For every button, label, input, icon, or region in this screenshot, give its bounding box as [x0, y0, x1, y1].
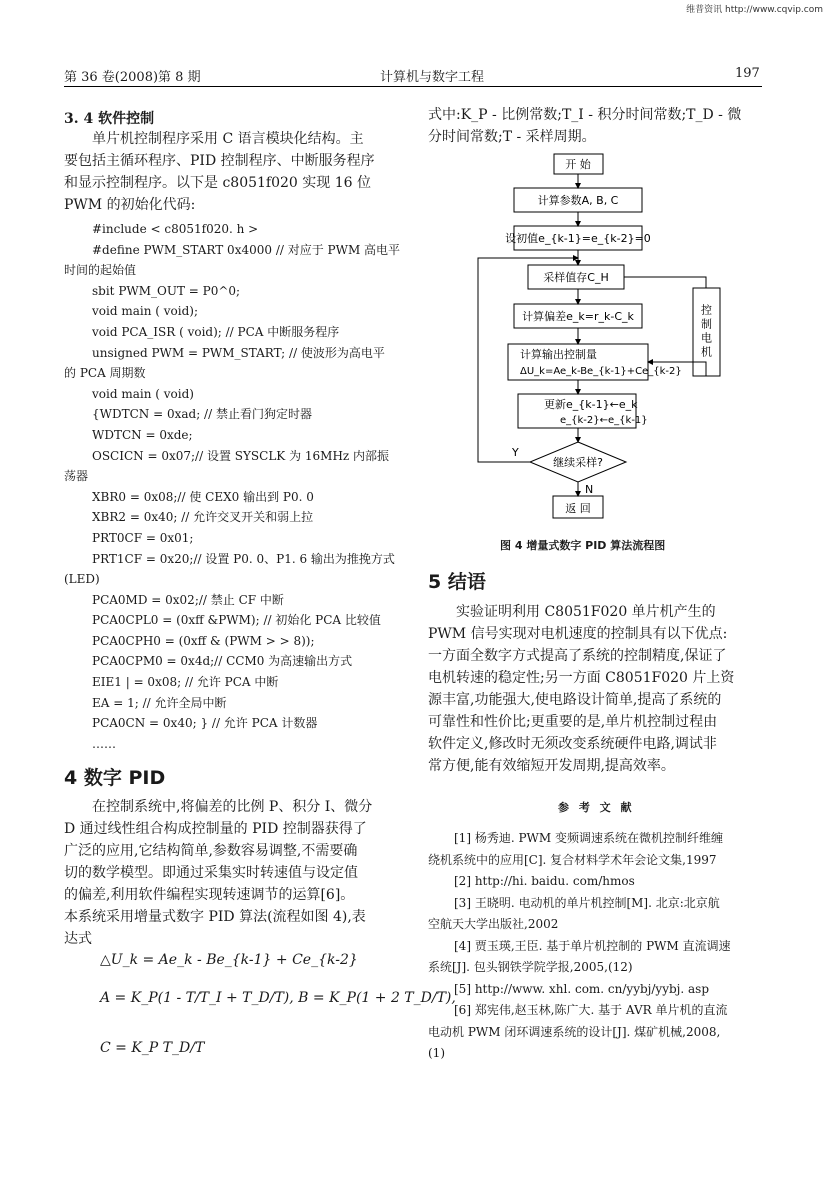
text-line: 的偏差,利用软件编程实现转速调节的运算[6]。 [64, 887, 355, 903]
code-line: sbit PWM_OUT = P0^0; [92, 283, 241, 298]
text-line: 分时间常数;T - 采样周期。 [428, 129, 596, 145]
code-line: void PCA_ISR ( void); // PCA 中断服务程序 [92, 324, 340, 339]
code-line: OSCICN = 0x07;// 设置 SYSCLK 为 16MHz 内部振 [92, 448, 390, 463]
text-line: 广泛的应用,它结构简单,参数容易调整,不需要确 [64, 843, 358, 859]
code-line: void main ( void) [92, 386, 194, 401]
reference-line: [3] 王晓明. 电动机的单片机控制[M]. 北京:北京航 [454, 895, 720, 910]
flow-set-init-label: 设初值e_{k-1}=e_{k-2}=0 [505, 232, 651, 245]
section-4-heading: 4 数字 PID [64, 767, 166, 789]
code-line: EA = 1; // 允许全局中断 [92, 695, 227, 710]
text-line: 达式 [64, 931, 92, 947]
code-line: PRT1CF = 0x20;// 设置 P0. 0、P1. 6 输出为推挽方式 [92, 551, 395, 566]
code-line: #include < c8051f020. h > [92, 222, 259, 236]
text-line: 在控制系统中,将偏差的比例 P、积分 I、微分 [92, 799, 373, 815]
references-heading: 参 考 文 献 [558, 801, 635, 814]
journal-issue: 第 36 卷(2008)第 8 期 [64, 70, 201, 85]
reference-line: (1) [428, 1046, 445, 1060]
code-line: #define PWM_START 0x4000 // 对应于 PWM 高电平 [92, 242, 401, 257]
code-line: PCA0CPH0 = (0xff & (PWM > > 8)); [92, 633, 315, 648]
text-line: 电机转速的稳定性;另一方面 C8051F020 片上资 [428, 670, 735, 686]
equation-text: C = K_P T_D/T [100, 1040, 205, 1056]
code-line: PCA0MD = 0x02;// 禁止 CF 中断 [92, 592, 284, 607]
figure-4-caption: 图 4 增量式数字 PID 算法流程图 [500, 539, 666, 552]
flow-deviation-label: 计算偏差e_k=r_k-C_k [522, 310, 634, 323]
section-5-paragraph [428, 601, 763, 777]
section-3-4-paragraph [64, 128, 404, 216]
text-line: 可靠性和性价比;更重要的是,单片机控制过程由 [428, 714, 718, 730]
text-line: 和显示控制程序。以下是 c8051f020 实现 16 位 [64, 175, 371, 191]
flow-motor-label: 控制电机 [699, 304, 713, 360]
text-line: 实验证明利用 C8051F020 单片机产生的 [456, 604, 716, 620]
code-line: 时间的起始值 [64, 263, 137, 278]
text-line: 源丰富,功能强大,使电路设计简单,提高了系统的 [428, 692, 722, 708]
flow-update-line1: 更新e_{k-1}←e_k [544, 398, 638, 411]
text-line: 常方便,能有效缩短开发周期,提高效率。 [428, 758, 675, 774]
text-line: 单片机控制程序采用 C 语言模块化结构。主 [92, 131, 364, 147]
journal-title: 计算机与数字工程 [380, 70, 485, 85]
code-line: PCA0CPL0 = (0xff &PWM); // 初始化 PCA 比较值 [92, 613, 381, 628]
equation-c [100, 1040, 204, 1056]
text-line: 切的数学模型。即通过采集实时转速值与设定值 [64, 865, 358, 881]
reference-line: 绕机系统中的应用[C]. 复合材料学术年会论文集,1997 [428, 852, 717, 867]
reference-line: 系统[J]. 包头钢铁学院学报,2005,(12) [428, 960, 633, 974]
code-line: …… [92, 736, 116, 751]
text-line: 软件定义,修改时无须改变系统硬件电路,调试非 [428, 736, 717, 752]
reference-line: [4] 贾玉瑛,王臣. 基于单片机控制的 PWM 直流调速 [454, 938, 731, 953]
code-line: WDTCN = 0xde; [92, 427, 193, 442]
code-line: unsigned PWM = PWM_START; // 使波形为高电平 [92, 345, 385, 360]
flow-control-line2: ΔU_k=Ae_k-Be_{k-1}+Ce_{k-2} [520, 366, 682, 377]
pid-flowchart [420, 148, 760, 544]
flow-calc-params-label: 计算参数A, B, C [537, 194, 619, 207]
section-4-paragraph [64, 796, 404, 950]
text-line: PWM 的初始化代码: [64, 197, 196, 213]
flow-yes-label: Y [512, 446, 519, 459]
text-line: 本系统采用增量式数字 PID 算法(流程如图 4),表 [64, 909, 366, 925]
flow-return-label: 返 回 [565, 502, 591, 515]
text-line: 一方面全数字方式提高了系统的控制精度,保证了 [428, 648, 727, 664]
header-rule [64, 86, 762, 87]
reference-line: 空航天大学出版社,2002 [428, 917, 559, 931]
flow-sample-label: 采样值存C_H [543, 271, 609, 284]
section-3-4-heading: 3. 4 软件控制 [64, 111, 155, 127]
reference-line: [1] 杨秀迪. PWM 变频调速系统在微机控制纤维缠 [454, 831, 723, 845]
code-line: void main ( void); [92, 304, 198, 319]
reference-line: [5] http://www. xhl. com. cn/yybj/yybj. asp [454, 981, 710, 996]
code-line: EIE1 | = 0x08; // 允许 PCA 中断 [92, 675, 279, 690]
flow-decision-label: 继续采样? [553, 456, 603, 469]
text-line: PWM 信号实现对电机速度的控制具有以下优点: [428, 626, 728, 642]
page-number: 197 [735, 66, 760, 81]
text-line: 式中:K_P - 比例常数;T_I - 积分时间常数;T_D - 微 [428, 107, 742, 123]
equation-a-b [100, 990, 456, 1006]
equation-delta-u [100, 952, 358, 968]
code-line: {WDTCN = 0xad; // 禁止看门狗定时器 [92, 407, 312, 422]
code-line: PCA0CN = 0x40; } // 允许 PCA 计数器 [92, 716, 318, 731]
code-line: XBR0 = 0x08;// 使 CEX0 输出到 P0. 0 [92, 489, 314, 504]
code-line: 的 PCA 周期数 [64, 366, 146, 381]
flow-control-line1: 计算输出控制量 [520, 348, 597, 361]
equation-text: △U_k = Ae_k - Be_{k-1} + Ce_{k-2} [100, 952, 358, 968]
text-line: 要包括主循环程序、PID 控制程序、中断服务程序 [64, 153, 375, 169]
code-line: PCA0CPM0 = 0x4d;// CCM0 为高速输出方式 [92, 654, 353, 669]
reference-list [428, 828, 763, 1065]
code-line: XBR2 = 0x40; // 允许交叉开关和弱上拉 [92, 510, 314, 525]
code-line: 荡器 [64, 469, 89, 484]
symbol-definitions [428, 104, 763, 148]
code-line: (LED) [64, 572, 100, 587]
code-line: PRT0CF = 0x01; [92, 530, 194, 545]
code-block [64, 219, 404, 754]
reference-line: [2] http://hi. baidu. com/hmos [454, 874, 635, 888]
section-5-heading: 5 结语 [428, 571, 486, 593]
flow-start-label: 开 始 [565, 158, 591, 171]
watermark: 维普资讯 http://www.cqvip.com [686, 5, 823, 15]
reference-line: [6] 郑宪伟,赵玉林,陈广大. 基于 AVR 单片机的直流 [454, 1003, 728, 1017]
text-line: D 通过线性组合构成控制量的 PID 控制器获得了 [64, 821, 367, 837]
reference-line: 电动机 PWM 闭环调速系统的设计[J]. 煤矿机械,2008, [428, 1024, 721, 1039]
flow-update-line2: e_{k-2}←e_{k-1} [560, 415, 648, 426]
flow-no-label: N [585, 483, 594, 496]
equation-text: A = K_P(1 - T/T_I + T_D/T), B = K_P(1 + 2 T_D/T), [100, 990, 456, 1006]
